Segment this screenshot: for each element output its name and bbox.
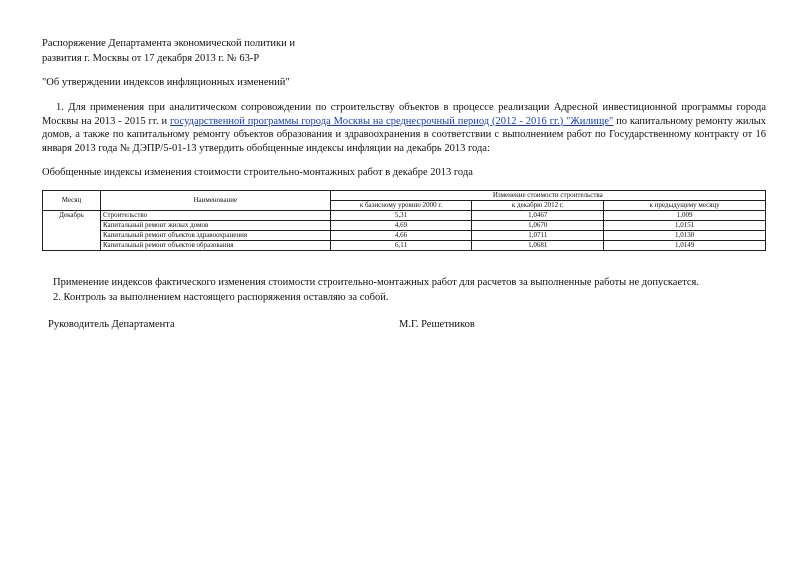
table-row <box>43 211 766 221</box>
main-paragraph <box>42 101 766 155</box>
table-row <box>43 221 766 231</box>
row-base: 6,11 <box>330 241 472 251</box>
header-line-2: развития г. Москвы от 17 декабря 2013 г. № 63-Р <box>42 53 260 64</box>
header-line-1: Распоряжение Департамента экономической политики и <box>42 38 295 49</box>
signature-name: М.Г. Решетников <box>399 319 475 330</box>
document-header <box>42 36 295 66</box>
table-row <box>43 241 766 251</box>
row-name: Капитальный ремонт объектов здравоохранения <box>100 231 330 241</box>
paragraph-text-end: по капитальному ремонту жилых домов, а также по капитальному ремонту объектов образования и здравоохранения в соответствии с выполнением работ по Государственному контракту от 16 января 2013 года № ДЭПР/5-01-13 утвердить обобщенные индексы инфляции на декабрь 2013 года: <box>42 115 766 154</box>
row-dec: 1,0670 <box>472 221 604 231</box>
header-to-dec-2012: к декабрю 2012 г. <box>472 201 604 211</box>
table-row <box>43 231 766 241</box>
table-caption: Обобщенные индексы изменения стоимости строительно-монтажных работ в декабре 2013 года <box>42 167 473 178</box>
row-name: Строительство <box>100 211 330 221</box>
header-to-base-2000: к базисному уровню 2000 г. <box>330 201 472 211</box>
row-base: 4,66 <box>330 231 472 241</box>
row-prev: 1,0151 <box>604 221 766 231</box>
row-prev: 1,009 <box>604 211 766 221</box>
signature-role: Руководитель Департамента <box>48 319 175 330</box>
note-control: 2. Контроль за выполнением настоящего распоряжения оставляю за собой. <box>53 292 389 303</box>
paragraph-text-start: 1. Для применения при аналитическом сопровождении по строительству объектов в процессе реализации Адресной инвестиционной программы города Москвы на 2013 - 2015 гг. и <box>42 102 766 127</box>
row-base: 4,69 <box>330 221 472 231</box>
program-link[interactable]: государственной программы города Москвы на среднесрочный период (2012 - 2016 гг.) "Жилище" <box>169 115 614 127</box>
row-prev: 1,0130 <box>604 231 766 241</box>
note-indices-usage: Применение индексов фактического изменения стоимости строительно-монтажных работ для расчетов за выполненные работы не допускается. <box>53 277 699 288</box>
month-cell: Декабрь <box>43 211 101 251</box>
header-name: Наименование <box>100 191 330 211</box>
row-dec: 1,0467 <box>472 211 604 221</box>
row-prev: 1,0149 <box>604 241 766 251</box>
row-dec: 1,0711 <box>472 231 604 241</box>
row-name: Капитальный ремонт объектов образования <box>100 241 330 251</box>
header-month: Месяц <box>43 191 101 211</box>
row-dec: 1,0681 <box>472 241 604 251</box>
indices-table <box>42 190 766 251</box>
header-change-group: Изменение стоимости строительства <box>330 191 765 201</box>
document-subject: "Об утверждении индексов инфляционных изменений" <box>42 77 290 88</box>
header-to-prev-month: к предыдущему месяцу <box>604 201 766 211</box>
row-name: Капитальный ремонт жилых домов <box>100 221 330 231</box>
row-base: 5,31 <box>330 211 472 221</box>
